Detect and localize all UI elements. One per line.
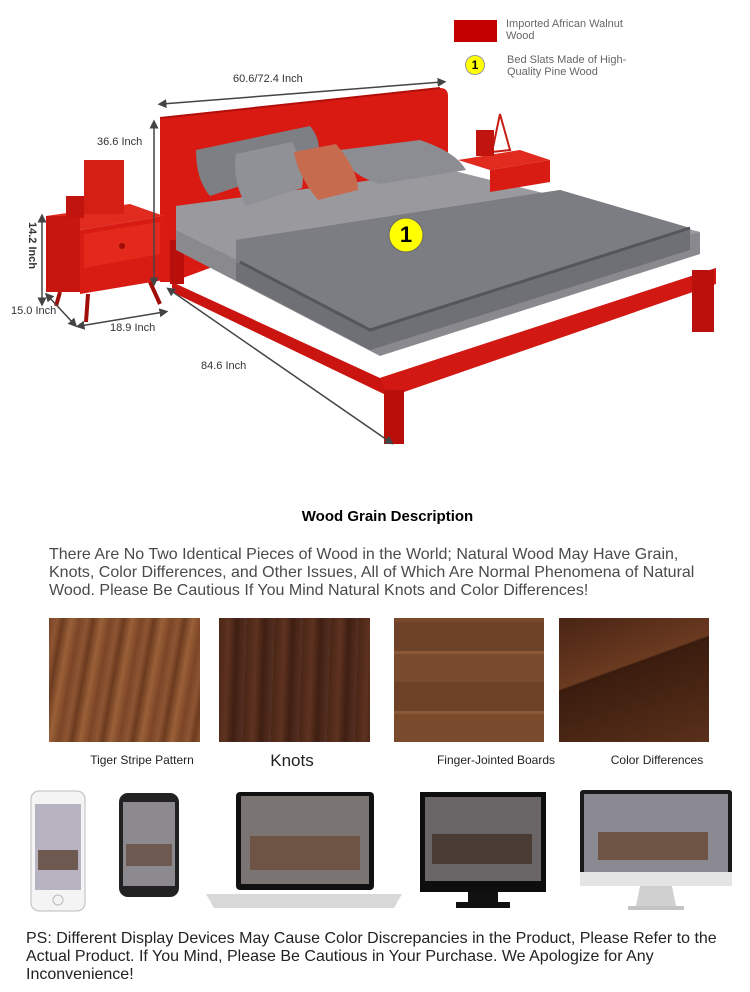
wood-grain-description: There Are No Two Identical Pieces of Wood in the World; Natural Wood May Have Grain, Knots, Color Differences, and Other Issues, All of Which Are Normal Phenomena of Natural Wood. Please Be Cautious If You Mind Natural Knots and Color Differences! [49, 546, 695, 599]
bed-length-label: 84.6 Inch [201, 360, 247, 372]
knots-wood-image [219, 618, 370, 742]
headboard-height-label: 36.6 Inch [97, 136, 143, 148]
nightstand-width-label: 18.9 Inch [110, 322, 156, 334]
color-difference-wood-image [559, 618, 709, 742]
finger-jointed-label: Finger-Jointed Boards [436, 753, 556, 767]
monitor-device [418, 790, 548, 914]
color-differences-label: Color Differences [610, 753, 704, 767]
slats-badge: 1 [465, 55, 485, 75]
nightstand-depth-label: 15.0 Inch [11, 305, 57, 317]
phone-device [30, 790, 90, 914]
nightstand-height-label: 14.2 Inch [26, 222, 38, 270]
left-nightstand [46, 160, 164, 322]
walnut-wood-swatch [454, 20, 497, 42]
tiger-stripe-label: Tiger Stripe Pattern [90, 753, 194, 767]
finger-jointed-wood-image [394, 618, 544, 742]
slats-label: Bed Slats Made of High-Quality Pine Wood [507, 54, 627, 78]
display-disclaimer: PS: Different Display Devices May Cause Color Discrepancies in the Product, Please Refer to the Actual Product. If You Mind, Please Be Cautious in Your Purchase. We Apologize for Any Inconvenience! [26, 930, 717, 983]
wood-grain-title: Wood Grain Description [301, 508, 474, 525]
walnut-wood-label: Imported African Walnut Wood [506, 18, 623, 42]
imac-device [578, 788, 734, 914]
laptop-device [204, 790, 404, 914]
bed-marker-number: 1 [399, 222, 413, 247]
bed-width-label: 60.6/72.4 Inch [233, 73, 303, 85]
knots-label: Knots [270, 751, 314, 770]
bed-dimension-diagram [0, 0, 750, 470]
android-phone-device [118, 792, 182, 900]
tiger-stripe-wood-image [49, 618, 200, 742]
